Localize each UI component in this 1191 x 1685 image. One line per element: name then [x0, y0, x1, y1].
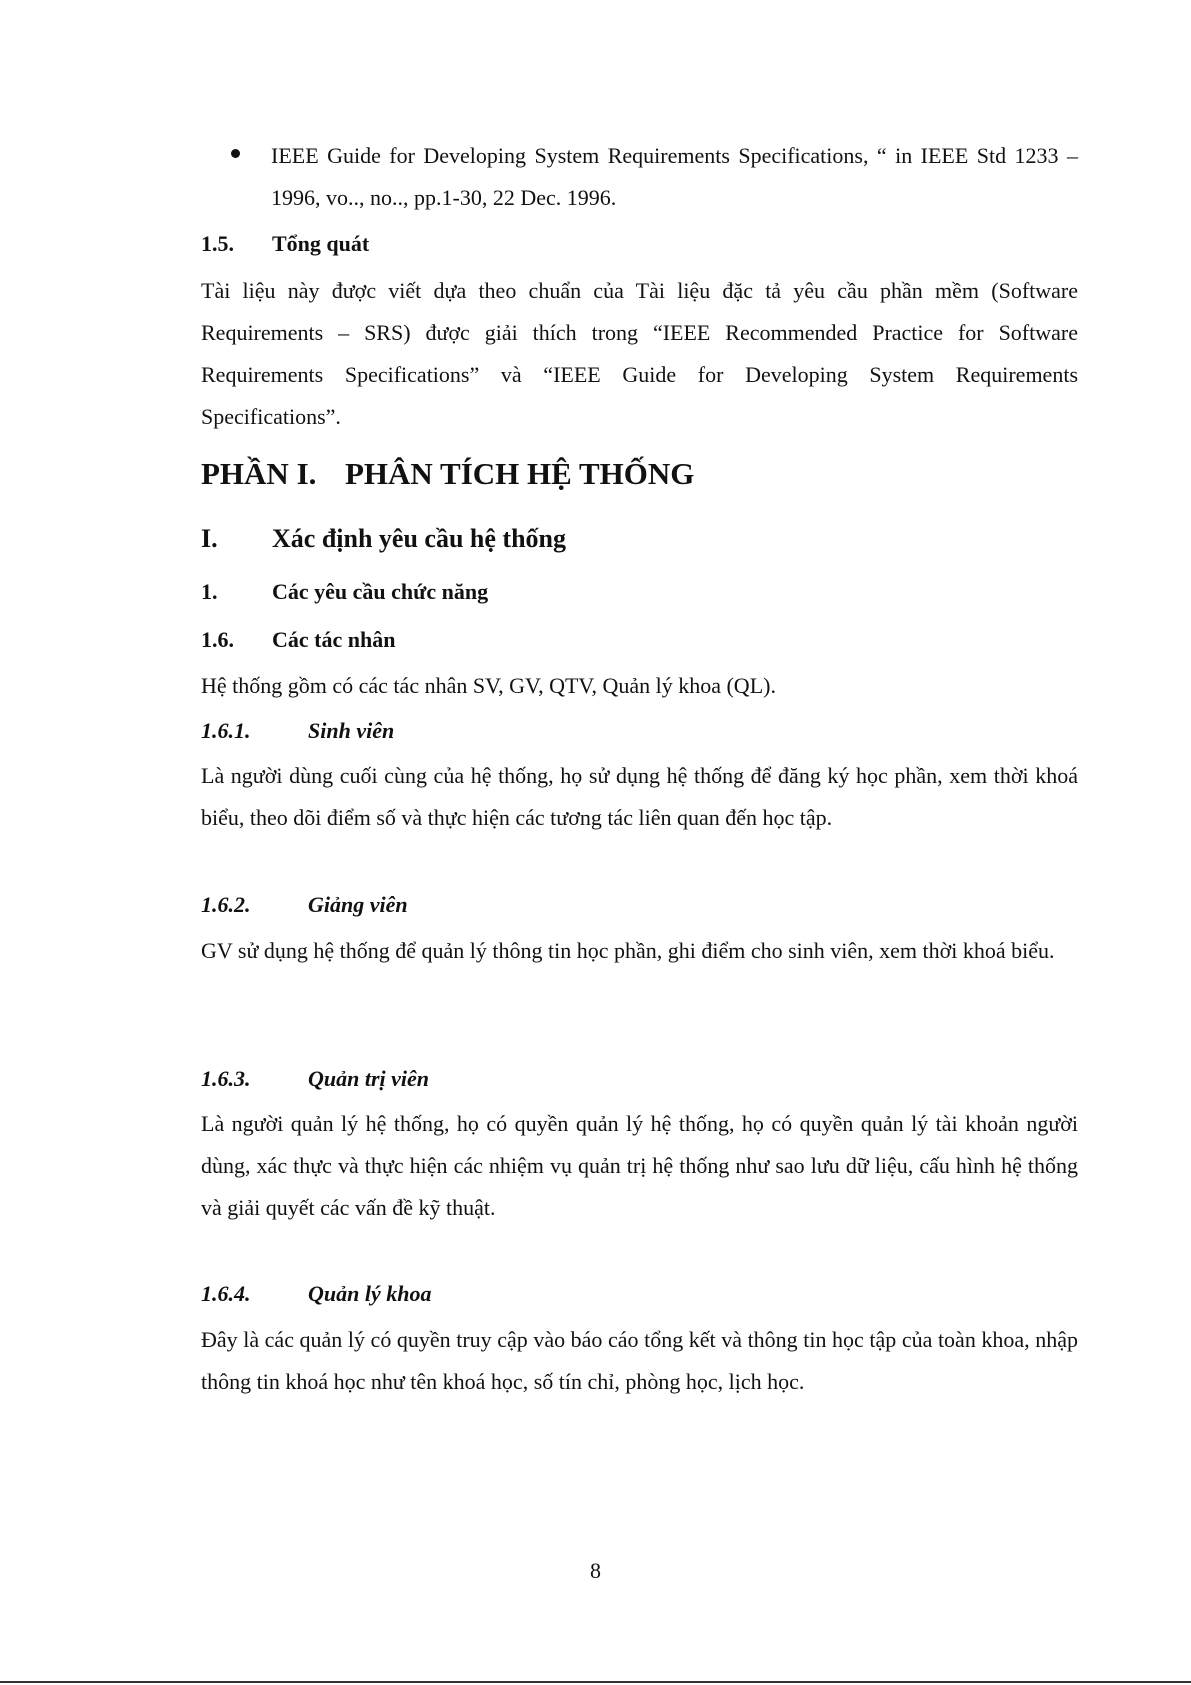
chapter-number: I.: [201, 524, 218, 553]
page-number: 8: [590, 1558, 601, 1583]
actor-heading-admin: [201, 1064, 430, 1094]
chapter-heading: [201, 522, 566, 556]
subsection-number: 1.: [201, 579, 218, 604]
section-heading-1-5: [201, 229, 370, 259]
actor-number: 1.6.1.: [201, 718, 251, 743]
actor-title: Giảng viên: [308, 892, 408, 917]
part-number: PHẦN I.: [201, 456, 317, 491]
actor-title: Quản lý khoa: [308, 1281, 432, 1306]
actor-title: Quản trị viên: [308, 1066, 430, 1091]
section-title: Các tác nhân: [272, 627, 396, 652]
footer-divider: [0, 1681, 1191, 1683]
part-title: PHÂN TÍCH HỆ THỐNG: [345, 456, 695, 491]
section-title: Tổng quát: [272, 231, 370, 256]
actor-title: Sinh viên: [308, 718, 395, 743]
actor-heading-lecturer: [201, 890, 408, 920]
section-heading-1-6: [201, 625, 396, 655]
chapter-title: Xác định yêu cầu hệ thống: [272, 524, 566, 553]
actor-faculty-manager-paragraph: Đây là các quản lý có quyền truy cập vào báo cáo tổng kết và thông tin học tập của toàn khoa, nhập thông tin khoá học như tên khoá học, số tín chỉ, phòng học, lịch học.: [201, 1327, 1078, 1394]
subsection-heading: [201, 577, 489, 607]
part-heading: [201, 454, 695, 494]
actor-heading-faculty-manager: [201, 1279, 432, 1309]
bullet-dot-icon: [231, 149, 240, 158]
actor-number: 1.6.3.: [201, 1066, 251, 1091]
actor-student-paragraph: Là người dùng cuối cùng của hệ thống, họ sử dụng hệ thống để đăng ký học phần, xem thời khoá biểu, theo dõi điểm số và thực hiện các tương tác liên quan đến học tập.: [201, 763, 1078, 830]
actor-lecturer-paragraph: GV sử dụng hệ thống để quản lý thông tin học phần, ghi điểm cho sinh viên, xem thời khoá biểu.: [201, 938, 1055, 963]
reference-text: IEEE Guide for Developing System Requirements Specifications, “ in IEEE Std 1233 – 1996, vo.., no.., pp.1-30, 22 Dec. 1996.: [271, 143, 1078, 210]
section-number: 1.5.: [201, 231, 234, 256]
section-number: 1.6.: [201, 627, 234, 652]
actor-heading-student: [201, 716, 395, 746]
actor-number: 1.6.2.: [201, 892, 251, 917]
actor-admin-paragraph: Là người quản lý hệ thống, họ có quyền quản lý hệ thống, họ có quyền quản lý tài khoản người dùng, xác thực và thực hiện các nhiệm vụ quản trị hệ thống như sao lưu dữ liệu, cấu hình hệ thống và giải quyết các vấn đề kỹ thuật.: [201, 1111, 1078, 1220]
section-1-6-paragraph: Hệ thống gồm có các tác nhân SV, GV, QTV, Quản lý khoa (QL).: [201, 673, 776, 698]
section-1-5-paragraph: Tài liệu này được viết dựa theo chuẩn của Tài liệu đặc tả yêu cầu phần mềm (Software Requirements – SRS) được giải thích trong “IEEE Recommended Practice for Software Requirements Specifications” và “IEEE Guide for Developing System Requirements Specifications”.: [201, 278, 1078, 429]
subsection-title: Các yêu cầu chức năng: [272, 579, 489, 604]
actor-number: 1.6.4.: [201, 1281, 251, 1306]
